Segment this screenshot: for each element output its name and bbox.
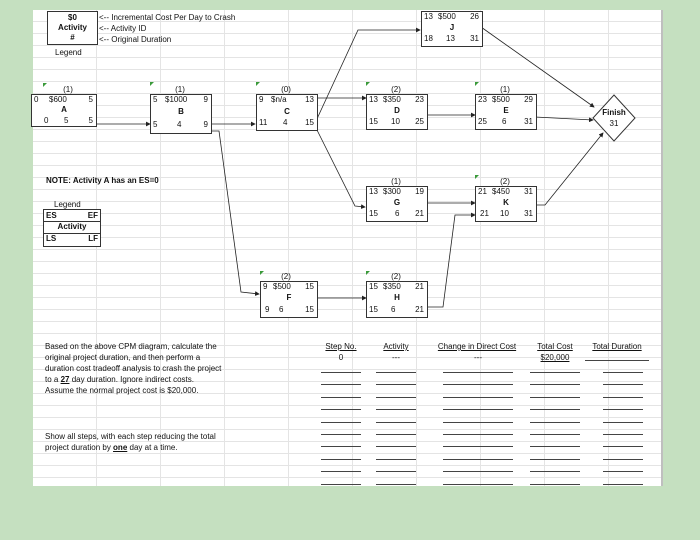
node-c-es: 9 — [259, 95, 264, 104]
node-g-duration: 6 — [395, 209, 400, 218]
cell-note-marker — [475, 82, 479, 86]
header-total-duration: Total Duration — [592, 342, 642, 351]
row0-total-cost[interactable]: $20,000 — [540, 353, 570, 362]
instructions-text: day at a time. — [127, 443, 178, 452]
instructions-line: Assume the normal project cost is $20,000. — [45, 386, 199, 395]
legend-ef: EF — [87, 211, 98, 220]
answer-blank-line[interactable] — [321, 484, 361, 485]
node-h-lf: 21 — [415, 305, 424, 314]
node-e-ls: 25 — [478, 117, 487, 126]
emphasis-one: one — [113, 443, 128, 452]
target-duration: 27 — [60, 375, 70, 384]
answer-blank-line[interactable] — [530, 409, 580, 410]
activity-node-d — [366, 94, 428, 130]
activity-node-a — [31, 94, 97, 127]
answer-blank-line[interactable] — [603, 409, 643, 410]
cell-note-marker — [260, 271, 264, 275]
activity-node-b — [150, 94, 212, 134]
answer-blank-line[interactable] — [321, 397, 361, 398]
node-k-id: K — [503, 198, 509, 207]
node-d-ef: 23 — [415, 95, 424, 104]
answer-blank-line[interactable] — [443, 422, 513, 423]
instructions-text: to a — [45, 375, 61, 384]
node-h-id: H — [394, 293, 400, 302]
answer-blank-line[interactable] — [321, 446, 361, 447]
cell-note-marker — [366, 271, 370, 275]
es-ef-legend-box — [43, 209, 101, 247]
answer-blank-line[interactable] — [530, 422, 580, 423]
node-a-id: A — [61, 105, 67, 114]
node-k-ls: 21 — [480, 209, 489, 218]
node-a-duration: 5 — [64, 116, 69, 125]
node-b-ef: 9 — [203, 95, 208, 104]
legend-activity-cell: Activity — [58, 23, 87, 32]
answer-blank-line[interactable] — [443, 434, 513, 435]
answer-blank-line[interactable] — [321, 434, 361, 435]
answer-blank-line[interactable] — [376, 422, 416, 423]
arrow-k-finish — [535, 133, 603, 205]
answer-blank-line[interactable] — [321, 409, 361, 410]
answer-blank-line[interactable] — [530, 471, 580, 472]
node-b-cost: $1000 — [165, 95, 188, 104]
legend-duration-description: <-- Original Duration — [99, 35, 172, 44]
answer-blank-line[interactable] — [321, 384, 361, 385]
node-d-lf: 25 — [415, 117, 424, 126]
activity-node-c — [256, 94, 318, 131]
node-j-duration: 13 — [446, 34, 455, 43]
answer-blank-line[interactable] — [603, 471, 643, 472]
node-k-crash-label: (2) — [500, 177, 510, 186]
node-h-crash-label: (2) — [391, 272, 401, 281]
answer-blank-line[interactable] — [443, 446, 513, 447]
node-g-crash-label: (1) — [391, 177, 401, 186]
instructions-line: Show all steps, with each step reducing the total — [45, 432, 216, 441]
answer-blank-line[interactable] — [603, 372, 643, 373]
answer-blank-line[interactable] — [603, 484, 643, 485]
network-arrows — [33, 10, 661, 486]
node-b-duration: 4 — [177, 120, 182, 129]
answer-blank-line[interactable] — [443, 484, 513, 485]
node-f-id: F — [286, 293, 292, 302]
node-j-ef: 26 — [470, 12, 479, 21]
node-d-id: D — [394, 106, 400, 115]
answer-blank-line[interactable] — [376, 471, 416, 472]
cell-note-marker — [43, 83, 47, 87]
row0-activity[interactable]: --- — [392, 353, 400, 362]
node-f-ef: 15 — [305, 282, 314, 291]
answer-blank-line[interactable] — [376, 434, 416, 435]
node-a-ef: 5 — [88, 95, 93, 104]
top-legend-box — [47, 11, 98, 45]
node-e-duration: 6 — [502, 117, 507, 126]
node-j-ls: 18 — [424, 34, 433, 43]
spreadsheet-sheet: $0 Activity # <-- Incremental Cost Per Day to Crash <-- Activity ID <-- Original Duration Legend (1) 0 $600 5 A 0 5 5 (1) 5 $1000 9 B 5 4 9 (0) 9 $n/a 13 C 11 4 15 (2) 13 $350 23 D 15 10 25 (1) 23 $500 29 E 25 6 31 13 $500 26 J 18 13 31 Finish 31 NOTE: Activity A has an ES=0 (1) 13 $300 19 G 15 6 21 (2) 21 $450 31 K 21 10 31 Legend ES EF Activity LS LF (2) 9 $500 15 F 9 6 15 (2) 15 $350 21 H 15 6 21 Based on the above CPM diagram, calculate the original project duration, and then perform a duration cost tradeoff analysis to crash the project to a 27 day duration. Ignore indirect costs. Assume the normal project cost is $20,000. Show all steps, with each step reducing the total project duration by one day at a time. Step No. Activity Change in Direct Cost Total Cost Total Duration 0 --- --- $20,000 — [33, 10, 663, 486]
arrow-c-g — [316, 128, 365, 207]
header-change-direct-cost: Change in Direct Cost — [437, 342, 517, 351]
answer-blank-line[interactable] — [443, 397, 513, 398]
node-c-crash-label: (0) — [281, 85, 291, 94]
node-d-es: 13 — [369, 95, 378, 104]
node-g-lf: 21 — [415, 209, 424, 218]
answer-blank-line[interactable] — [443, 471, 513, 472]
node-e-es: 23 — [478, 95, 487, 104]
node-g-cost: $300 — [383, 187, 401, 196]
node-f-lf: 15 — [305, 305, 314, 314]
answer-blank-line[interactable] — [530, 484, 580, 485]
note-text: NOTE: Activity A has an ES=0 — [46, 176, 159, 185]
node-f-crash-label: (2) — [281, 272, 291, 281]
legend-id-description: <-- Activity ID — [99, 24, 147, 33]
instructions-text: day duration. Ignore indirect costs. — [69, 375, 194, 384]
answer-blank-line[interactable] — [321, 422, 361, 423]
answer-blank-line[interactable] — [603, 384, 643, 385]
answer-blank-line[interactable] — [376, 372, 416, 373]
legend-duration-cell: # — [70, 33, 75, 42]
answer-blank-line[interactable] — [443, 459, 513, 460]
answer-blank-line[interactable] — [376, 409, 416, 410]
answer-blank-line[interactable] — [603, 422, 643, 423]
node-c-ef: 13 — [305, 95, 314, 104]
node-d-crash-label: (2) — [391, 85, 401, 94]
node-g-es: 13 — [369, 187, 378, 196]
node-c-cost: $n/a — [271, 95, 287, 104]
node-g-id: G — [393, 198, 401, 207]
answer-blank-line[interactable] — [321, 459, 361, 460]
header-total-cost: Total Cost — [537, 342, 573, 351]
answer-blank-line[interactable] — [443, 372, 513, 373]
node-a-cost: $600 — [49, 95, 67, 104]
finish-value: 31 — [609, 119, 619, 128]
node-b-es: 5 — [153, 95, 158, 104]
instructions-line: Based on the above CPM diagram, calculate the — [45, 342, 217, 351]
finish-label: Finish — [602, 108, 626, 117]
instructions-line: duration cost tradeoff analysis to crash the project — [45, 364, 222, 373]
answer-blank-line[interactable] — [443, 409, 513, 410]
node-f-duration: 6 — [279, 305, 284, 314]
row0-change-cost[interactable]: --- — [474, 353, 482, 362]
answer-blank-line[interactable] — [376, 397, 416, 398]
legend-ls: LS — [46, 234, 57, 243]
node-k-ef: 31 — [524, 187, 533, 196]
node-b-id: B — [178, 107, 184, 116]
activity-node-f — [260, 281, 318, 318]
node-c-ls: 11 — [259, 118, 268, 127]
answer-blank-line[interactable] — [321, 471, 361, 472]
row0-step[interactable]: 0 — [338, 353, 344, 362]
answer-blank-line[interactable] — [376, 459, 416, 460]
answer-blank-line[interactable] — [530, 446, 580, 447]
answer-blank-line[interactable] — [530, 397, 580, 398]
cell-note-marker — [366, 82, 370, 86]
instructions-line: original project duration, and then perform a — [45, 353, 201, 362]
instructions-line — [45, 443, 178, 452]
node-a-es: 0 — [34, 95, 39, 104]
answer-blank-line[interactable] — [530, 384, 580, 385]
arrow-e-finish — [535, 117, 593, 120]
arrow-b-f — [210, 131, 259, 294]
node-b-crash-label: (1) — [175, 85, 185, 94]
answer-blank-line[interactable] — [603, 434, 643, 435]
node-j-es: 13 — [424, 12, 433, 21]
node-d-cost: $350 — [383, 95, 401, 104]
activity-node-g — [366, 186, 428, 222]
node-d-duration: 10 — [391, 117, 400, 126]
node-b-lf: 9 — [203, 120, 208, 129]
activity-node-k — [475, 186, 537, 222]
legend-cost-cell: $0 — [68, 13, 77, 22]
answer-blank-line[interactable] — [321, 372, 361, 373]
node-h-ef: 21 — [415, 282, 424, 291]
legend-activity: Activity — [57, 222, 87, 231]
node-e-lf: 31 — [524, 117, 533, 126]
answer-blank-line[interactable] — [603, 459, 643, 460]
node-d-ls: 15 — [369, 117, 378, 126]
cell-note-marker — [256, 82, 260, 86]
header-step-no: Step No. — [325, 342, 357, 351]
node-h-ls: 15 — [369, 305, 378, 314]
answer-blank-line[interactable] — [443, 384, 513, 385]
node-k-es: 21 — [478, 187, 487, 196]
cell-note-marker — [150, 82, 154, 86]
answer-blank-line[interactable] — [376, 484, 416, 485]
node-h-cost: $350 — [383, 282, 401, 291]
node-j-id: J — [449, 23, 455, 32]
cell-note-marker — [475, 175, 479, 179]
node-g-ef: 19 — [415, 187, 424, 196]
node-k-lf: 31 — [524, 209, 533, 218]
node-b-ls: 5 — [153, 120, 158, 129]
node-e-cost: $500 — [492, 95, 510, 104]
node-f-cost: $500 — [273, 282, 291, 291]
node-e-crash-label: (1) — [500, 85, 510, 94]
legend-title: Legend — [55, 48, 82, 57]
node-k-duration: 10 — [500, 209, 509, 218]
answer-blank-line[interactable] — [603, 397, 643, 398]
answer-blank-line[interactable] — [376, 384, 416, 385]
node-f-ls: 9 — [265, 305, 270, 314]
node-g-ls: 15 — [369, 209, 378, 218]
node-k-cost: $450 — [492, 187, 510, 196]
answer-blank-line[interactable] — [530, 372, 580, 373]
node-c-id: C — [284, 107, 290, 116]
answer-blank-line[interactable] — [376, 446, 416, 447]
answer-blank-line[interactable] — [530, 434, 580, 435]
legend-es: ES — [46, 211, 57, 220]
node-e-id: E — [503, 106, 509, 115]
answer-blank-line[interactable] — [530, 459, 580, 460]
arrow-h-k — [426, 215, 475, 307]
activity-node-j — [421, 11, 483, 47]
legend-mid-title: Legend — [54, 200, 81, 209]
legend-cost-description: <-- Incremental Cost Per Day to Crash — [99, 13, 236, 22]
node-c-duration: 4 — [283, 118, 288, 127]
activity-node-h — [366, 281, 428, 318]
node-a-ls: 0 — [44, 116, 49, 125]
header-activity: Activity — [383, 342, 409, 351]
answer-blank-line[interactable] — [603, 446, 643, 447]
node-a-lf: 5 — [88, 116, 93, 125]
activity-node-e — [475, 94, 537, 130]
node-c-lf: 15 — [305, 118, 314, 127]
node-f-es: 9 — [263, 282, 268, 291]
instructions-text: project duration by — [45, 443, 114, 452]
instructions-line — [45, 375, 194, 384]
finish-node-shape — [593, 95, 635, 141]
node-j-lf: 31 — [470, 34, 479, 43]
node-e-ef: 29 — [524, 95, 533, 104]
node-j-cost: $500 — [438, 12, 456, 21]
legend-lf: LF — [88, 234, 98, 243]
node-h-es: 15 — [369, 282, 378, 291]
answer-blank-line[interactable] — [585, 360, 649, 361]
node-h-duration: 6 — [391, 305, 396, 314]
